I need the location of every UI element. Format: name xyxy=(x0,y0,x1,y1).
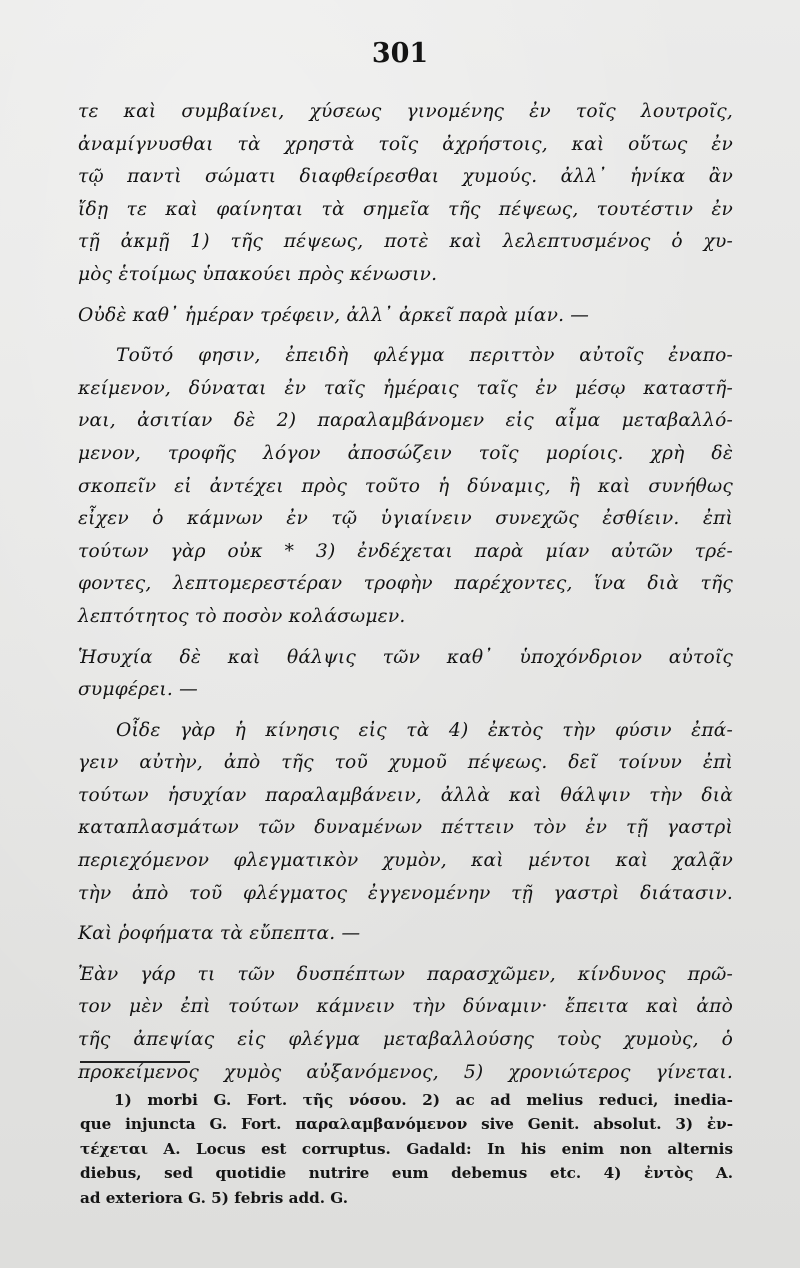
text-line: τούτων γὰρ οὐκ * 3) ἐνδέχεται παρὰ μίαν αὐτῶν τρέ- xyxy=(78,540,733,562)
text-line: Οἶδε γὰρ ἡ κίνησις εἰς τὰ 4) ἐκτὸς τὴν φύσιν ἐπά- xyxy=(116,719,733,741)
text-line: μὸς ἑτοίμως ὑπακούει πρὸς κένωσιν. xyxy=(78,263,438,285)
footnote-line: 1) morbi G. Fort. τῆς νόσου. 2) ac ad melius reduci, inedia- xyxy=(114,1091,733,1109)
text-line: τῆς ἀπεψίας εἰς φλέγμα μεταβαλλούσης τοὺς χυμοὺς, ὁ xyxy=(78,1029,733,1051)
footnote-line: τέχεται A. Locus est corruptus. Gadald: In his enim non alternis xyxy=(80,1139,733,1158)
text-line: τῷ παντὶ σώματι διαφθείρεσθαι χυμούς. ἀλλ᾽ ἡνίκα ἂν xyxy=(78,166,733,188)
text-line: Ἡσυχία δὲ καὶ θάλψις τῶν καθ᾽ ὑποχόνδριον αὐτοῖς xyxy=(78,646,733,668)
footnote-line: diebus, sed quotidie nutrire eum debemus etc. 4) ἐντὸς A. xyxy=(80,1164,733,1183)
footnote-line: ad exteriora G. 5) febris add. G. xyxy=(80,1188,349,1207)
text-line: συμφέρει. — xyxy=(78,679,198,701)
text-line: περιεχόμενον φλεγματικὸν χυμὸν, καὶ μέντοι καὶ χαλᾷν xyxy=(78,850,733,872)
text-line: τὴν ἀπὸ τοῦ φλέγματος ἐγγενομένην τῇ γαστρὶ διάτασιν. xyxy=(78,882,733,904)
text-line: ναι, ἀσιτίαν δὲ 2) παραλαμβάνομεν εἰς αἷμα μεταβαλλό- xyxy=(78,410,733,432)
text-line: τούτων ἡσυχίαν παραλαμβάνειν, ἀλλὰ καὶ θάλψιν τὴν διὰ xyxy=(78,784,733,806)
text-line: σκοπεῖν εἰ ἀντέχει πρὸς τοῦτο ἡ δύναμις, ἢ καὶ συνήθως xyxy=(78,475,733,497)
text-line: γειν αὐτὴν, ἀπὸ τῆς τοῦ χυμοῦ πέψεως. δεῖ τοίνυν ἐπὶ xyxy=(78,752,733,774)
footnotes xyxy=(80,1088,733,1210)
paragraph xyxy=(78,96,733,292)
text-line: τῇ ἀκμῇ 1) τῆς πέψεως, ποτὲ καὶ λελεπτυσμένος ὁ χυ- xyxy=(78,231,733,253)
text-line: μενον, τροφῆς λόγον ἀποσώζειν τοῖς μορίοις. χρὴ δὲ xyxy=(78,442,733,464)
lemma xyxy=(78,642,733,707)
text-line: κείμενον, δύναται ἐν ταῖς ἡμέραις ταῖς ἐν μέσῳ καταστῆ- xyxy=(78,377,733,399)
text-line: ἴδῃ τε καὶ φαίνηται τὰ σημεῖα τῆς πέψεως, τουτέστιν ἐν xyxy=(78,198,733,220)
main-text xyxy=(78,96,733,1097)
footnote-line: que injuncta G. Fort. παραλαμβανόμενον sive Genit. absolut. 3) ἐν- xyxy=(80,1115,733,1134)
text-line: καταπλασμάτων τῶν δυναμένων πέττειν τὸν ἐν τῇ γαστρὶ xyxy=(78,817,733,839)
paragraph xyxy=(78,959,733,1089)
text-line: λεπτότητος τὸ ποσὸν κολάσωμεν. xyxy=(78,605,406,627)
text-line: Καὶ ῥοφήματα τὰ εὔπεπτα. — xyxy=(78,923,361,945)
lemma xyxy=(78,300,733,333)
lemma xyxy=(78,918,733,951)
text-line: εἶχεν ὁ κάμνων ἐν τῷ ὑγιαίνειν συνεχῶς ἐσθίειν. ἐπὶ xyxy=(78,508,733,530)
footnote-divider xyxy=(80,1061,190,1063)
text-line: ἀναμίγνυσθαι τὰ χρηστὰ τοῖς ἀχρήστοις, καὶ οὕτως ἐν xyxy=(78,133,733,155)
page-number: 301 xyxy=(371,38,429,69)
paragraph xyxy=(78,715,733,911)
text-line: Ἐὰν γάρ τι τῶν δυσπέπτων παρασχῶμεν, κίνδυνος πρῶ- xyxy=(78,963,733,985)
text-line: φοντες, λεπτομερεστέραν τροφὴν παρέχοντες, ἵνα διὰ τῆς xyxy=(78,573,733,595)
text-line: τε καὶ συμβαίνει, χύσεως γινομένης ἐν τοῖς λουτροῖς, xyxy=(78,101,733,122)
paragraph xyxy=(78,340,733,633)
text-line: τον μὲν ἐπὶ τούτων κάμνειν τὴν δύναμιν· ἔπειτα καὶ ἀπὸ xyxy=(78,996,733,1018)
text-line: προκείμενος χυμὸς αὐξανόμενος, 5) χρονιώτερος γίνεται. xyxy=(78,1061,733,1083)
text-line: Οὐδὲ καθ᾽ ἡμέραν τρέφειν, ἀλλ᾽ ἀρκεῖ παρὰ μίαν. — xyxy=(78,304,590,326)
text-line: Τοῦτό φησιν, ἐπειδὴ φλέγμα περιττὸν αὐτοῖς ἐναπο- xyxy=(116,345,733,367)
